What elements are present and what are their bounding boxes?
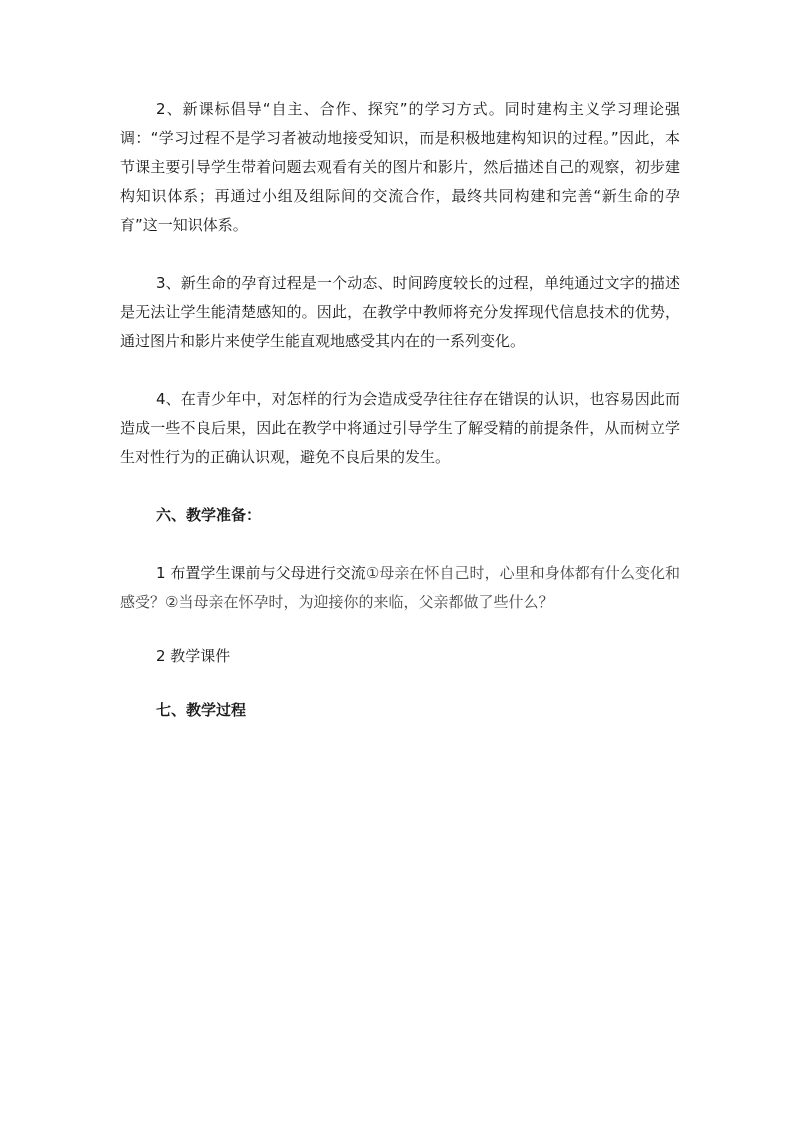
spacer (120, 240, 680, 269)
paragraph-3: 3、新生命的孕育过程是一个动态、时间跨度较长的过程，单纯通过文字的描述是无法让学生能清楚感知的。因此，在教学中教师将充分发挥现代信息技术的优势，通过图片和影片来使学生能直观地感受其内在的一系列变化。 (120, 274, 680, 350)
spacer (120, 671, 680, 696)
prep-item-2: 2 教学课件 (156, 647, 231, 665)
section-7-heading: 七、教学过程 (156, 701, 247, 719)
section-6-heading: 六、教学准备： (156, 506, 262, 524)
spacer (120, 617, 680, 642)
prep-item-1-questions: ①母亲在怀自己时，心里和身体都有什么变化和感受？②当母亲在怀孕时，为迎接你的来临，父亲都做了些什么？ (120, 564, 680, 611)
document-page (120, 95, 680, 725)
spacer (120, 530, 680, 559)
spacer (120, 472, 680, 501)
spacer (120, 356, 680, 385)
paragraph-2: 2、新课标倡导“自主、合作、探究”的学习方式。同时建构主义学习理论强调：“学习过程不是学习者被动地接受知识，而是积极地建构知识的过程。”因此，本节课主要引导学生带着问题去观看有关的图片和影片，然后描述自己的观察，初步建构知识体系；再通过小组及组际间的交流合作，最终共同构建和完善“新生命的孕育”这一知识体系。 (120, 100, 680, 234)
paragraph-4: 4、在青少年中，对怎样的行为会造成受孕往往存在错误的认识，也容易因此而造成一些不良后果，因此在教学中将通过引导学生了解受精的前提条件，从而树立学生对性行为的正确认识观，避免不良后果的发生。 (120, 390, 680, 466)
prep-item-1 (120, 559, 680, 617)
prep-item-1-prefix: 1 布置学生课前与父母进行交流 (156, 564, 366, 582)
